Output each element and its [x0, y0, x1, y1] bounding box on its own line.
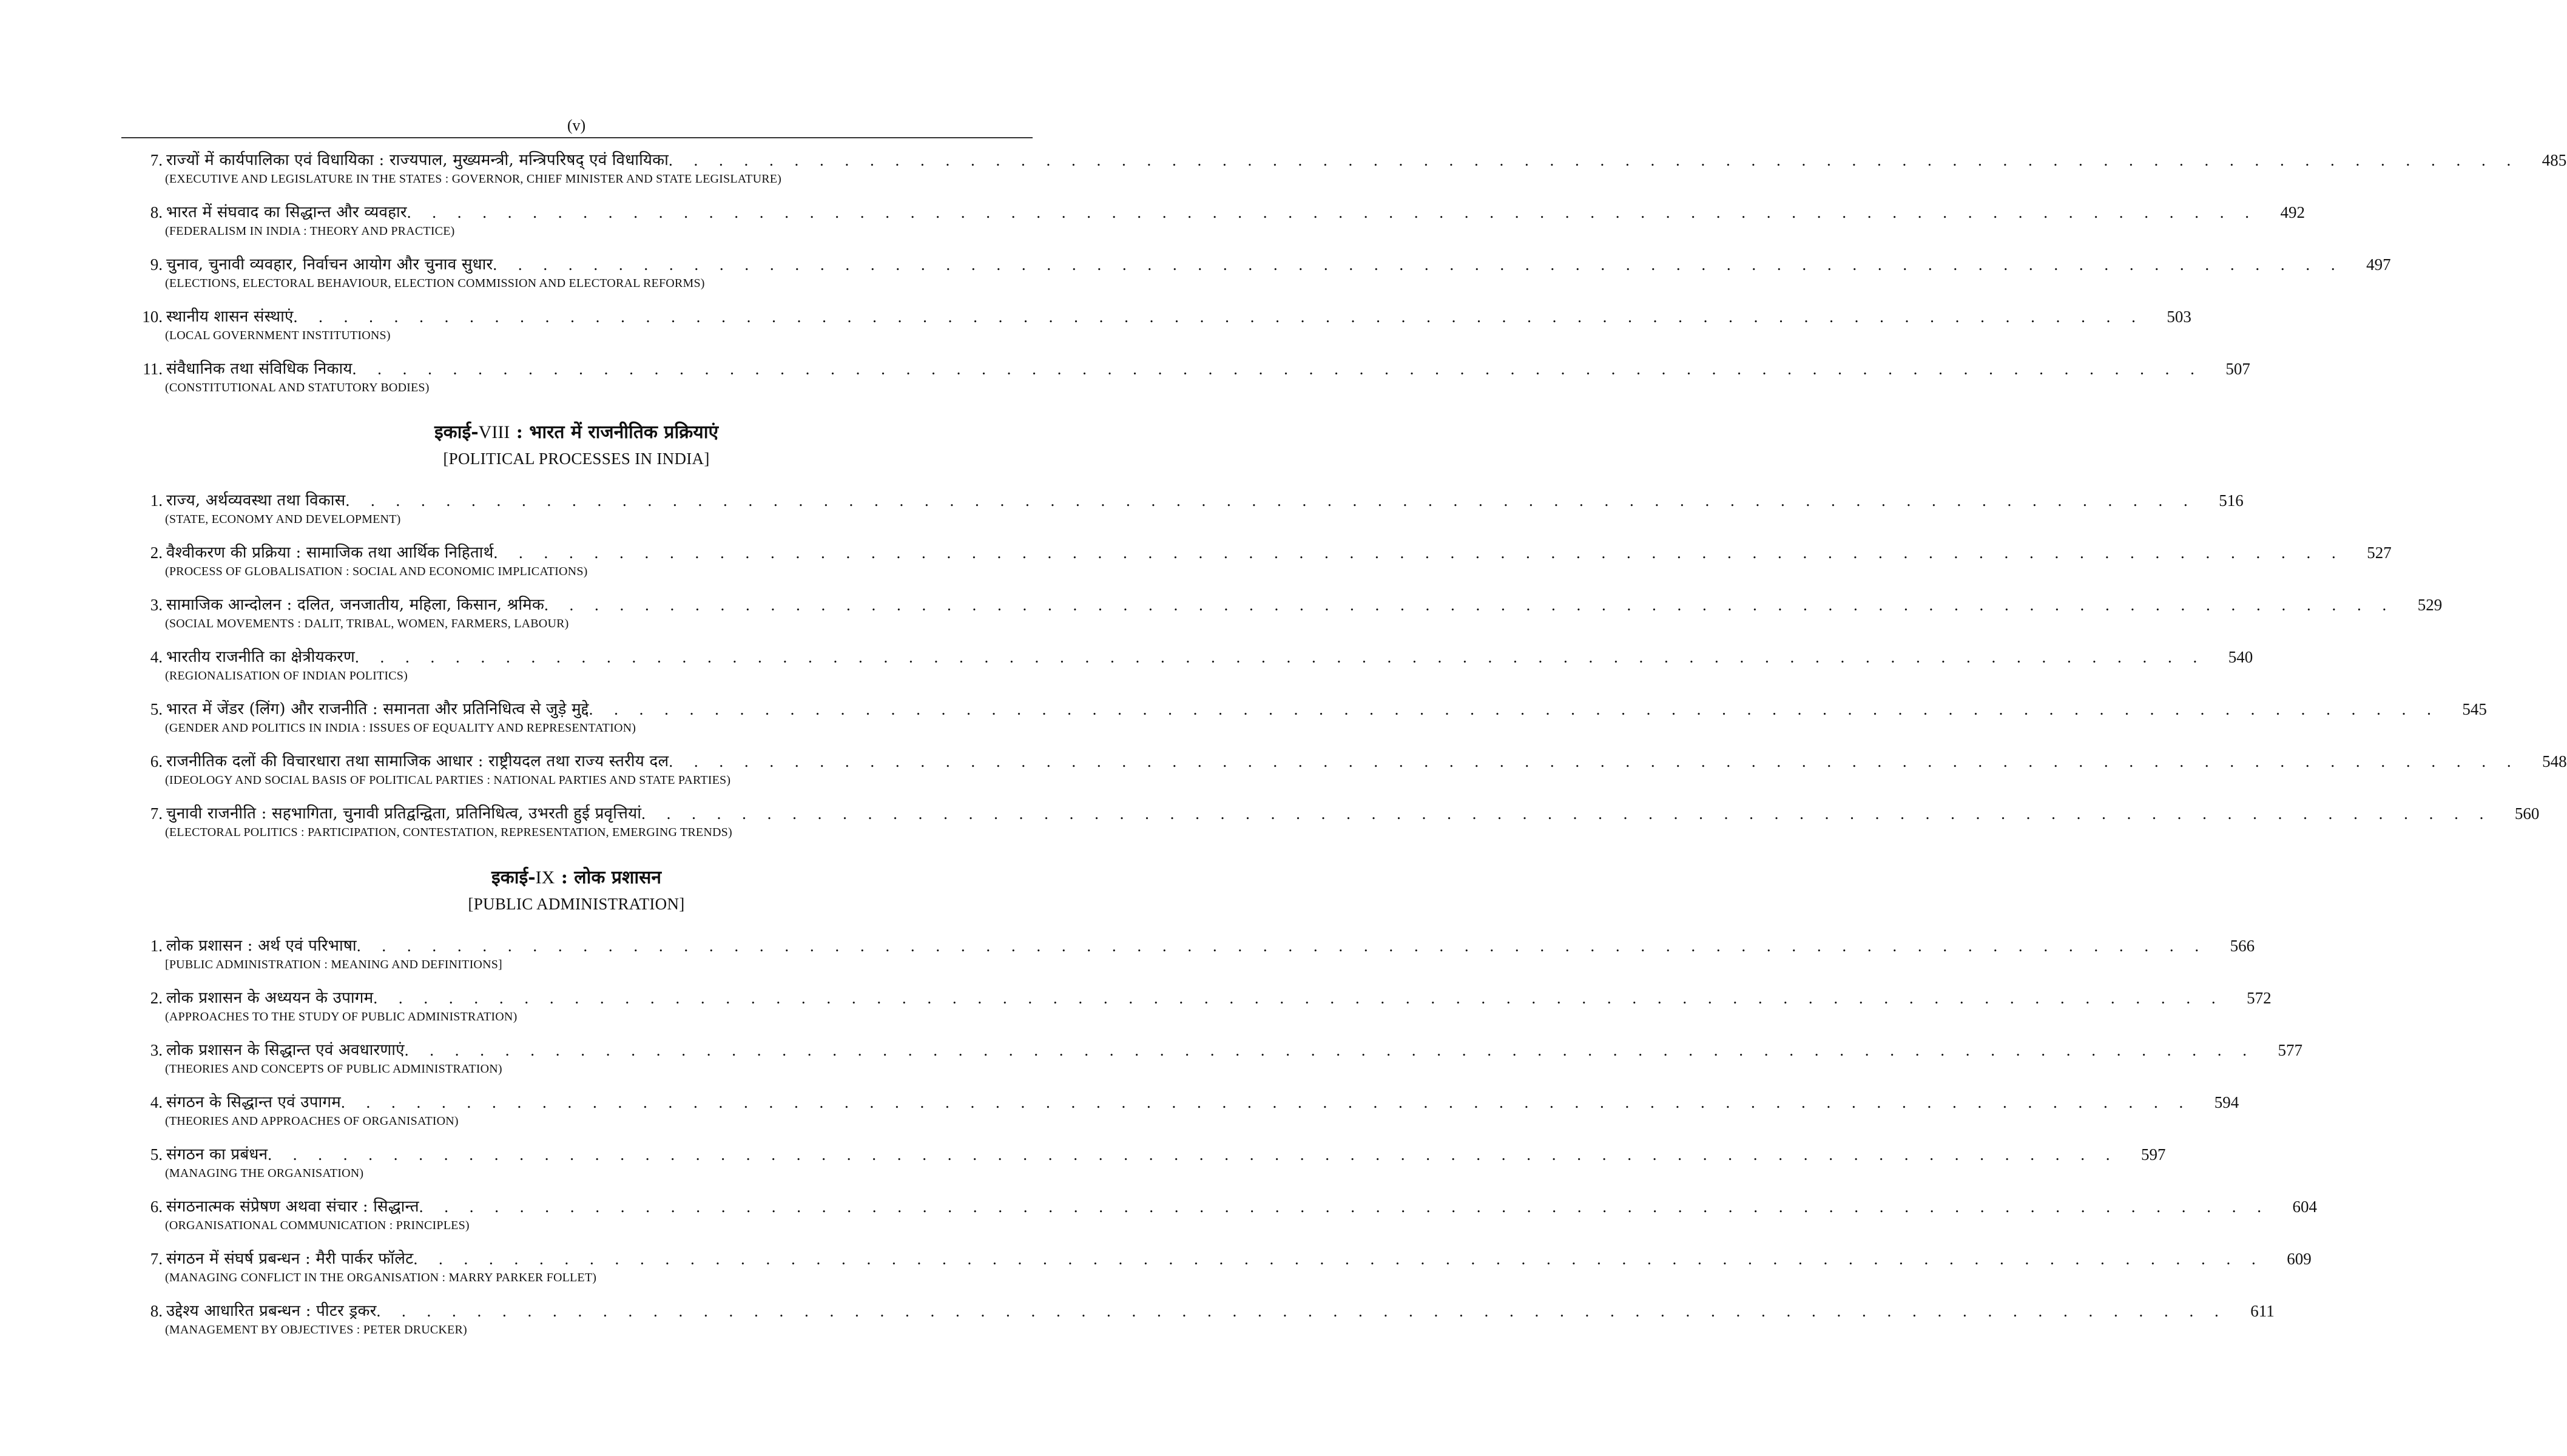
dot-leader: . . . . . . . . . . . . . . . . . . . . . . . . . . . . . . . . . . . . . . . . . . . . . . . . . . . . . . . . . . . . . . . . . . . . . . . . . .: [356, 937, 2208, 955]
entry-number: 6.: [150, 752, 163, 770]
entry-number: 4.: [150, 1093, 163, 1111]
entry-english-title: (EXECUTIVE AND LEGISLATURE IN THE STATES : GOVERNOR, CHIEF MINISTER AND STATE LEGISLATURE): [165, 172, 782, 186]
entry-page-number: 611: [2250, 1302, 2275, 1320]
dot-leader: . . . . . . . . . . . . . . . . . . . . . . . . . . . . . . . . . . . . . . . . . . . . . . . . . . . . . . . . . . . . . . . . . . . . . . . . . .: [354, 648, 2206, 666]
dot-leader: . . . . . . . . . . . . . . . . . . . . . . . . . . . . . . . . . . . . . . . . . . . . . . . . . . . . . . . . . . . . . . . . . . . . . . . . . .: [293, 308, 2144, 326]
entry-number: 4.: [150, 648, 163, 666]
entry-title: संगठन के सिद्धान्त एवं उपागम: [166, 1093, 341, 1111]
entry-title: भारत में जेंडर (लिंग) और राजनीति : समानता और प्रतिनिधित्व से जुड़े मुद्दे: [166, 700, 589, 718]
toc-entry[interactable]: [0, 490, 2244, 539]
dot-leader: . . . . . . . . . . . . . . . . . . . . . . . . . . . . . . . . . . . . . . . . . . . . . . . . . . . . . . . . . . . . . . . . . . . . . . . . . .: [352, 360, 2203, 378]
unit-title-roman: VIII: [478, 422, 510, 442]
dot-leader: . . . . . . . . . . . . . . . . . . . . . . . . . . . . . . . . . . . . . . . . . . . . . . . . . . . . . . . . . . . . . . . . . . . . . . . . . .: [373, 989, 2224, 1007]
entry-number: 2.: [150, 989, 163, 1007]
entry-title: चुनावी राजनीति : सहभागिता, चुनावी प्रतिद्वन्द्विता, प्रतिनिधित्व, उभरती हुई प्रवृत्तियां: [166, 804, 642, 823]
entry-english-title: (CONSTITUTIONAL AND STATUTORY BODIES): [165, 381, 430, 394]
toc-entry[interactable]: [0, 359, 2250, 407]
entry-title: संगठन में संघर्ष प्रबन्धन : मैरी पार्कर फॉलेट: [166, 1250, 414, 1268]
entry-page-number: 529: [2417, 596, 2443, 614]
entry-english-title: (STATE, ECONOMY AND DEVELOPMENT): [165, 513, 401, 526]
entry-page-number: 527: [2367, 544, 2392, 562]
entry-english-title: (ELECTORAL POLITICS : PARTICIPATION, CONTESTATION, REPRESENTATION, EMERGING TRENDS): [165, 826, 732, 839]
entry-number: 5.: [150, 1145, 163, 1164]
toc-entry[interactable]: [0, 935, 2255, 984]
entry-english-title: (ELECTIONS, ELECTORAL BEHAVIOUR, ELECTION COMMISSION AND ELECTORAL REFORMS): [165, 277, 705, 290]
dot-leader: . . . . . . . . . . . . . . . . . . . . . . . . . . . . . . . . . . . . . . . . . . . . . . . . . . . . . . . . . . . . . . . . . . . . . . . . . .: [413, 1250, 2264, 1268]
toc-entry[interactable]: [0, 254, 2391, 303]
entry-number: 8.: [150, 1302, 163, 1320]
toc-entry[interactable]: [0, 1249, 2312, 1297]
entry-number: 1.: [150, 491, 163, 510]
dot-leader: . . . . . . . . . . . . . . . . . . . . . . . . . . . . . . . . . . . . . . . . . . . . . . . . . . . . . . . . . . . . . . . . . . . . . . . . . .: [493, 544, 2344, 562]
entry-english-title: (MANAGEMENT BY OBJECTIVES : PETER DRUCKER): [165, 1323, 467, 1336]
toc-entry[interactable]: [0, 1196, 2318, 1245]
entry-page-number: 566: [2230, 937, 2255, 955]
entry-page-number: 503: [2167, 308, 2191, 326]
entry-title: भारत में संघवाद का सिद्धान्त और व्यवहार: [166, 203, 407, 221]
entry-number: 3.: [150, 596, 163, 614]
entry-title: उद्देश्य आधारित प्रबन्धन : पीटर ड्रकर: [166, 1302, 377, 1320]
header-rule: [121, 137, 1033, 138]
entry-title: संगठनात्मक संप्रेषण अथवा संचार : सिद्धान्त: [166, 1198, 419, 1216]
entry-title: स्थानीय शासन संस्थाएं: [166, 308, 294, 326]
entry-page-number: 577: [2278, 1041, 2302, 1059]
unit-title: [0, 866, 1153, 889]
toc-entry[interactable]: [0, 306, 2191, 355]
entry-number: 2.: [150, 544, 163, 562]
entry-english-title: (THEORIES AND APPROACHES OF ORGANISATION): [165, 1114, 459, 1128]
entry-number: 9.: [150, 255, 163, 274]
entry-english-title: (GENDER AND POLITICS IN INDIA : ISSUES OF EQUALITY AND REPRESENTATION): [165, 721, 636, 735]
dot-leader: . . . . . . . . . . . . . . . . . . . . . . . . . . . . . . . . . . . . . . . . . . . . . . . . . . . . . . . . . . . . . . . . . . . . . . . . . .: [404, 1041, 2255, 1059]
entry-english-title: (FEDERALISM IN INDIA : THEORY AND PRACTICE): [165, 224, 455, 238]
dot-leader: . . . . . . . . . . . . . . . . . . . . . . . . . . . . . . . . . . . . . . . . . . . . . . . . . . . . . . . . . . . . . . . . . . . . . . . . . .: [419, 1198, 2270, 1216]
unit-subheading: [POLITICAL PROCESSES IN INDIA]: [443, 449, 710, 468]
dot-leader: . . . . . . . . . . . . . . . . . . . . . . . . . . . . . . . . . . . . . . . . . . . . . . . . . . . . . . . . . . . . . . . . . . . . . . . . . .: [544, 596, 2395, 614]
entry-number: 7.: [150, 151, 163, 169]
dot-leader: . . . . . . . . . . . . . . . . . . . . . . . . . . . . . . . . . . . . . . . . . . . . . . . . . . . . . . . . . . . . . . . . . . . . . . . . . .: [376, 1302, 2227, 1320]
entry-english-title: (PROCESS OF GLOBALISATION : SOCIAL AND ECONOMIC IMPLICATIONS): [165, 565, 588, 578]
dot-leader: . . . . . . . . . . . . . . . . . . . . . . . . . . . . . . . . . . . . . . . . . . . . . . . . . . . . . . . . . . . . . . . . . . . . . . . . . .: [493, 255, 2344, 274]
toc-entry[interactable]: [0, 751, 2567, 800]
toc-entry[interactable]: [0, 150, 2567, 198]
toc-entry[interactable]: [0, 1301, 2275, 1349]
entry-page-number: 572: [2247, 989, 2272, 1007]
toc-entry[interactable]: [0, 699, 2487, 747]
toc-entry[interactable]: [0, 647, 2253, 695]
entry-english-title: (MANAGING THE ORGANISATION): [165, 1167, 364, 1180]
page-number: (v): [567, 116, 586, 134]
toc-entry[interactable]: [0, 202, 2305, 251]
entry-page-number: 497: [2366, 255, 2391, 274]
entry-title: सामाजिक आन्दोलन : दलित, जनजातीय, महिला, किसान, श्रमिक: [166, 596, 544, 614]
toc-entry[interactable]: [0, 803, 2540, 852]
dot-leader: . . . . . . . . . . . . . . . . . . . . . . . . . . . . . . . . . . . . . . . . . . . . . . . . . . . . . . . . . . . . . . . . . . . . . . . . . .: [589, 700, 2440, 718]
entry-english-title: (MANAGING CONFLICT IN THE ORGANISATION : MARRY PARKER FOLLET): [165, 1271, 597, 1284]
entry-title: संवैधानिक तथा संविधिक निकाय: [166, 360, 352, 378]
entry-number: 7.: [150, 1250, 163, 1268]
unit-title-prefix: इकाई-: [491, 867, 536, 888]
entry-page-number: 609: [2287, 1250, 2312, 1268]
entry-title: राजनीतिक दलों की विचारधारा तथा सामाजिक आधार : राष्ट्रीयदल तथा राज्य स्तरीय दल: [166, 752, 669, 770]
entry-english-title: (SOCIAL MOVEMENTS : DALIT, TRIBAL, WOMEN, FARMERS, LABOUR): [165, 617, 569, 630]
entry-page-number: 604: [2292, 1198, 2318, 1216]
entry-title: वैश्वीकरण की प्रक्रिया : सामाजिक तथा आर्थिक निहितार्थ: [166, 544, 494, 562]
unit-title-prefix: इकाई-: [434, 422, 479, 443]
entry-number: 11.: [143, 360, 163, 378]
entry-page-number: 516: [2219, 491, 2244, 510]
entry-english-title: (REGIONALISATION OF INDIAN POLITICS): [165, 669, 408, 682]
entry-page-number: 485: [2542, 151, 2567, 169]
entry-number: 5.: [150, 700, 163, 718]
toc-entry[interactable]: [0, 542, 2392, 591]
entry-title: लोक प्रशासन : अर्थ एवं परिभाषा: [166, 937, 357, 955]
entry-number: 8.: [150, 203, 163, 221]
entry-english-title: (ORGANISATIONAL COMMUNICATION : PRINCIPLES): [165, 1219, 470, 1232]
entry-page-number: 597: [2141, 1145, 2166, 1164]
toc-entry[interactable]: [0, 1144, 2166, 1193]
entry-title: लोक प्रशासन के सिद्धान्त एवं अवधारणाएं: [166, 1041, 405, 1059]
entry-number: 3.: [150, 1041, 163, 1059]
entry-title: संगठन का प्रबंधन: [166, 1145, 268, 1164]
entry-english-title: (APPROACHES TO THE STUDY OF PUBLIC ADMINISTRATION): [165, 1010, 518, 1023]
entry-page-number: 507: [2225, 360, 2250, 378]
entry-number: 10.: [142, 308, 163, 326]
unit-title-roman: IX: [535, 868, 555, 888]
unit-title-text: : लोक प्रशासन: [555, 867, 662, 888]
unit-subheading: [PUBLIC ADMINISTRATION]: [468, 894, 685, 913]
entry-title: भारतीय राजनीति का क्षेत्रीयकरण: [166, 648, 355, 666]
entry-title: राज्यों में कार्यपालिका एवं विधायिका : राज्यपाल, मुख्यमन्त्री, मन्त्रिपरिषद् एवं विधायिका: [166, 151, 669, 169]
dot-leader: . . . . . . . . . . . . . . . . . . . . . . . . . . . . . . . . . . . . . . . . . . . . . . . . . . . . . . . . . . . . . . . . . . . . . . . . . .: [641, 804, 2492, 823]
entry-page-number: 594: [2214, 1093, 2239, 1111]
entry-english-title: (THEORIES AND CONCEPTS OF PUBLIC ADMINISTRATION): [165, 1062, 502, 1076]
dot-leader: . . . . . . . . . . . . . . . . . . . . . . . . . . . . . . . . . . . . . . . . . . . . . . . . . . . . . . . . . . . . . . . . . . . . . . . . . .: [345, 491, 2196, 510]
entry-number: 1.: [150, 937, 163, 955]
unit-heading: [0, 866, 1153, 914]
entry-english-title: [PUBLIC ADMINISTRATION : MEANING AND DEFINITIONS]: [165, 958, 502, 971]
dot-leader: . . . . . . . . . . . . . . . . . . . . . . . . . . . . . . . . . . . . . . . . . . . . . . . . . . . . . . . . . . . . . . . . . . . . . . . . . .: [341, 1093, 2192, 1111]
toc-entry[interactable]: [0, 988, 2272, 1036]
entry-title: लोक प्रशासन के अध्ययन के उपागम: [166, 989, 374, 1007]
entry-page-number: 492: [2280, 203, 2305, 221]
entry-english-title: (IDEOLOGY AND SOCIAL BASIS OF POLITICAL PARTIES : NATIONAL PARTIES AND STATE PARTIES): [165, 774, 731, 787]
dot-leader: . . . . . . . . . . . . . . . . . . . . . . . . . . . . . . . . . . . . . . . . . . . . . . . . . . . . . . . . . . . . . . . . . . . . . . . . . .: [268, 1145, 2119, 1164]
unit-heading: [0, 421, 1153, 469]
entry-page-number: 548: [2542, 752, 2567, 770]
entry-english-title: (LOCAL GOVERNMENT INSTITUTIONS): [165, 329, 391, 342]
toc-entry[interactable]: [0, 1040, 2302, 1088]
entry-number: 6.: [150, 1198, 163, 1216]
dot-leader: . . . . . . . . . . . . . . . . . . . . . . . . . . . . . . . . . . . . . . . . . . . . . . . . . . . . . . . . . . . . . . . . . . . . . . . . . .: [406, 203, 2258, 221]
dot-leader: . . . . . . . . . . . . . . . . . . . . . . . . . . . . . . . . . . . . . . . . . . . . . . . . . . . . . . . . . . . . . . . . . . . . . . . . . .: [669, 752, 2520, 770]
entry-title: राज्य, अर्थव्यवस्था तथा विकास: [166, 491, 346, 510]
toc-entry[interactable]: [0, 595, 2443, 643]
unit-title-text: : भारत में राजनीतिक प्रक्रियाएं: [510, 422, 719, 443]
entry-page-number: 545: [2462, 700, 2487, 718]
entry-title: चुनाव, चुनावी व्यवहार, निर्वाचन आयोग और चुनाव सुधार: [166, 255, 493, 274]
dot-leader: . . . . . . . . . . . . . . . . . . . . . . . . . . . . . . . . . . . . . . . . . . . . . . . . . . . . . . . . . . . . . . . . . . . . . . . . . .: [669, 151, 2520, 169]
unit-title: [0, 421, 1153, 444]
entry-number: 7.: [150, 804, 163, 823]
entry-page-number: 540: [2228, 648, 2253, 666]
entry-page-number: 560: [2514, 804, 2540, 823]
toc-entry[interactable]: [0, 1092, 2239, 1141]
